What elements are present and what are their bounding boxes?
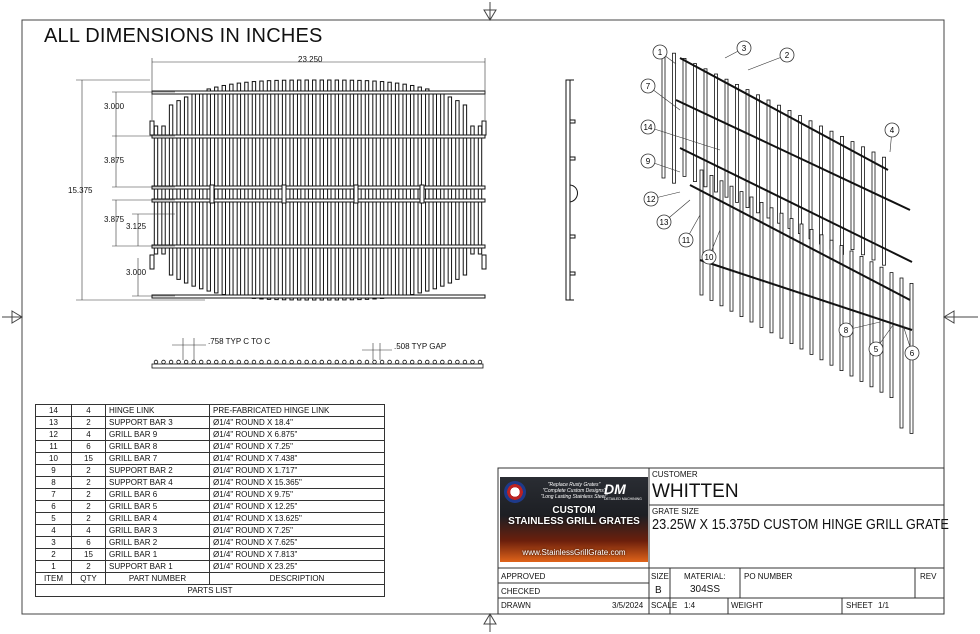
support-bar xyxy=(152,91,485,94)
logo-headline-1: CUSTOM xyxy=(552,505,596,516)
iso-bar-upper xyxy=(715,74,718,192)
logo-brand-sub: DETAILED MACHINING xyxy=(604,497,642,501)
svg-text:9: 9 xyxy=(645,157,651,166)
iso-bar-upper xyxy=(841,136,844,254)
grill-bar xyxy=(230,84,233,296)
iso-bar-upper xyxy=(694,64,697,182)
approved-label: APPROVED xyxy=(501,572,546,581)
front-view-grate xyxy=(152,360,483,368)
balloon-8 xyxy=(839,322,880,337)
balloon-14 xyxy=(641,120,720,150)
dim-overall-depth: 15.375 xyxy=(68,186,93,195)
part-qty: 2 xyxy=(72,417,106,429)
balloon-4 xyxy=(885,123,899,152)
part-description: Ø1/4" ROUND X 7.813" xyxy=(210,549,385,561)
parts-list-row xyxy=(36,429,385,441)
svg-text:8: 8 xyxy=(843,326,849,335)
part-number: GRILL BAR 7 xyxy=(106,453,210,465)
logo-tagline-3: "Long Lasting Stainless Steel" xyxy=(540,494,608,500)
bar-section xyxy=(312,360,316,364)
bar-section xyxy=(456,360,460,364)
part-item: 13 xyxy=(36,417,72,429)
grill-bar xyxy=(441,94,444,286)
bar-section xyxy=(358,360,362,364)
part-item: 2 xyxy=(36,549,72,561)
support-bar xyxy=(152,135,485,138)
grill-bar xyxy=(320,80,323,300)
size-label: SIZE xyxy=(651,572,669,581)
iso-bar-upper xyxy=(767,100,770,218)
part-description: Ø1/4" ROUND X 13.625" xyxy=(210,513,385,525)
part-item: 5 xyxy=(36,513,72,525)
grill-bar xyxy=(410,85,413,294)
iso-support-bar xyxy=(680,58,888,170)
part-qty: 2 xyxy=(72,513,106,525)
part-qty: 2 xyxy=(72,489,106,501)
grill-bar xyxy=(222,85,225,294)
bar-section xyxy=(328,360,332,364)
bar-section xyxy=(267,360,271,364)
part-description: Ø1/4" ROUND X 1.717" xyxy=(210,465,385,477)
part-qty: 6 xyxy=(72,537,106,549)
grill-bar xyxy=(380,82,383,299)
grill-bar xyxy=(426,89,429,291)
bar-section xyxy=(214,360,218,364)
bar-section xyxy=(448,360,452,364)
svg-text:14: 14 xyxy=(643,123,653,132)
part-qty: 6 xyxy=(72,441,106,453)
bar-section xyxy=(184,360,188,364)
grill-bar xyxy=(456,101,459,280)
dim-segment-4: 3.125 xyxy=(126,222,147,231)
part-qty: 2 xyxy=(72,477,106,489)
parts-list-row xyxy=(36,477,385,489)
part-description: Ø1/4" ROUND X 7.25" xyxy=(210,441,385,453)
grill-bar xyxy=(343,80,346,300)
support-bar-end xyxy=(150,255,154,269)
bar-section xyxy=(320,360,324,364)
rev-label: REV xyxy=(920,572,937,581)
side-view-grate xyxy=(566,80,578,300)
iso-bar-upper xyxy=(673,53,676,183)
bar-section xyxy=(380,360,384,364)
header-part-number: PART NUMBER xyxy=(106,573,210,585)
logo-brand-mark: DM xyxy=(604,481,626,497)
parts-list-row xyxy=(36,405,385,417)
bar-section xyxy=(252,360,256,364)
part-number: GRILL BAR 6 xyxy=(106,489,210,501)
parts-list-row xyxy=(36,501,385,513)
grill-bar xyxy=(192,94,195,286)
parts-list-row xyxy=(36,465,385,477)
svg-text:6: 6 xyxy=(909,349,915,358)
grill-bar xyxy=(267,81,270,300)
sheet-value: 1/1 xyxy=(878,601,890,610)
iso-bar-upper xyxy=(788,110,791,228)
bar-section xyxy=(418,360,422,364)
iso-bar-upper xyxy=(746,90,749,208)
material-label: MATERIAL: xyxy=(684,572,726,581)
grill-bar xyxy=(169,105,172,275)
bar-section xyxy=(162,360,166,364)
parts-list-row xyxy=(36,441,385,453)
part-item: 9 xyxy=(36,465,72,477)
bar-section xyxy=(207,360,211,364)
grill-bar xyxy=(200,91,203,289)
customer-label: CUSTOMER xyxy=(652,470,698,479)
sheet-label: SHEET xyxy=(846,601,873,610)
parts-list-row xyxy=(36,489,385,501)
bar-section xyxy=(335,360,339,364)
iso-bar-lower xyxy=(710,175,713,300)
bar-section xyxy=(177,360,181,364)
grill-bar xyxy=(471,126,474,254)
iso-bar-upper xyxy=(725,79,728,197)
grill-bar xyxy=(365,81,368,300)
iso-bar-upper xyxy=(830,131,833,249)
bar-section xyxy=(410,360,414,364)
bar-section xyxy=(365,360,369,364)
part-description: Ø1/4" ROUND X 6.875" xyxy=(210,429,385,441)
logo-url: www.StainlessGrillGrate.com xyxy=(522,548,626,557)
hinge-link xyxy=(420,185,424,203)
front-view-dimensions xyxy=(172,338,392,360)
balloon-11 xyxy=(679,215,700,247)
iso-bar-upper xyxy=(736,84,739,202)
part-qty: 15 xyxy=(72,549,106,561)
part-qty: 2 xyxy=(72,561,106,573)
header-item: ITEM xyxy=(36,573,72,585)
header-description: DESCRIPTION xyxy=(210,573,385,585)
iso-bar-upper xyxy=(704,69,707,187)
part-qty: 4 xyxy=(72,429,106,441)
bar-section xyxy=(192,360,196,364)
part-item: 7 xyxy=(36,489,72,501)
part-qty: 4 xyxy=(72,525,106,537)
grate-size-value: 23.25W X 15.375D CUSTOM HINGE GRILL GRATE xyxy=(652,517,949,533)
bar-section xyxy=(395,360,399,364)
support-bar-end xyxy=(482,121,486,135)
header-qty: QTY xyxy=(72,573,106,585)
drawn-label: DRAWN xyxy=(501,601,531,610)
drawn-date: 3/5/2024 xyxy=(612,601,644,610)
support-bar xyxy=(152,186,485,189)
hinge-link xyxy=(210,185,214,203)
dim-segment-1: 3.000 xyxy=(104,102,125,111)
dim-segment-5: 3.000 xyxy=(126,268,147,277)
grill-bar xyxy=(184,97,187,283)
bar-section xyxy=(343,360,347,364)
support-bar-end xyxy=(482,255,486,269)
bar-section xyxy=(425,360,429,364)
po-number-label: PO NUMBER xyxy=(744,572,793,581)
bar-section xyxy=(275,360,279,364)
iso-bar-lower xyxy=(700,170,703,295)
part-number: GRILL BAR 1 xyxy=(106,549,210,561)
balloon-3 xyxy=(725,41,751,58)
part-number: GRILL BAR 5 xyxy=(106,501,210,513)
bar-section xyxy=(388,360,392,364)
balloon-2 xyxy=(748,48,794,70)
part-number: SUPPORT BAR 2 xyxy=(106,465,210,477)
bar-section xyxy=(169,360,173,364)
grill-bar xyxy=(373,81,376,299)
svg-text:4: 4 xyxy=(889,126,895,135)
part-description: Ø1/4" ROUND X 7.438" xyxy=(210,453,385,465)
part-description: Ø1/4" ROUND X 9.75" xyxy=(210,489,385,501)
support-bar xyxy=(152,245,485,248)
iso-bar-upper xyxy=(809,121,812,239)
part-qty: 15 xyxy=(72,453,106,465)
isometric-view-grate xyxy=(659,48,913,433)
balloon-12 xyxy=(644,192,680,206)
grill-bar xyxy=(305,80,308,300)
material-value: 304SS xyxy=(690,584,721,595)
svg-text:11: 11 xyxy=(681,236,691,245)
parts-list-title: PARTS LIST xyxy=(36,585,385,597)
bar-section xyxy=(199,360,203,364)
grill-bar xyxy=(260,81,263,299)
grill-bar xyxy=(448,97,451,283)
part-item: 4 xyxy=(36,525,72,537)
parts-list-table xyxy=(35,404,385,597)
bar-section xyxy=(463,360,467,364)
scale-label: SCALE xyxy=(651,601,678,610)
parts-list-row xyxy=(36,525,385,537)
iso-bar-upper xyxy=(757,95,760,213)
bar-section xyxy=(441,360,445,364)
svg-text:1: 1 xyxy=(657,48,663,57)
company-logo xyxy=(500,477,648,562)
iso-bar-upper xyxy=(683,58,686,176)
grill-bar xyxy=(154,126,157,254)
part-description: Ø1/4" ROUND X 7.25" xyxy=(210,525,385,537)
parts-list-row xyxy=(36,561,385,573)
dim-center-spacing: .758 TYP C TO C xyxy=(208,337,271,346)
customer-name: WHITTEN xyxy=(652,481,739,502)
part-number: HINGE LINK xyxy=(106,405,210,417)
part-description: Ø1/4" ROUND X 12.25" xyxy=(210,501,385,513)
bar-section xyxy=(350,360,354,364)
bar-section xyxy=(245,360,249,364)
grill-bar xyxy=(237,83,240,297)
front-view-rail xyxy=(152,364,483,368)
parts-list-row xyxy=(36,453,385,465)
grill-bar xyxy=(215,87,218,293)
part-item: 11 xyxy=(36,441,72,453)
part-number: GRILL BAR 3 xyxy=(106,525,210,537)
bar-section xyxy=(237,360,241,364)
part-number: GRILL BAR 2 xyxy=(106,537,210,549)
svg-text:5: 5 xyxy=(873,345,879,354)
part-number: SUPPORT BAR 1 xyxy=(106,561,210,573)
grill-bar xyxy=(395,83,398,297)
grill-bar xyxy=(463,105,466,275)
part-number: GRILL BAR 4 xyxy=(106,513,210,525)
scale-value: 1:4 xyxy=(684,601,696,610)
top-view-grate xyxy=(150,80,486,300)
support-bar-end xyxy=(150,121,154,135)
grill-bar xyxy=(350,80,353,300)
logo-tagline-2: "Complete Custom Designs" xyxy=(542,488,606,494)
grill-bar xyxy=(162,126,165,254)
grill-bar xyxy=(275,80,278,299)
bar-section xyxy=(222,360,226,364)
parts-list-row xyxy=(36,537,385,549)
svg-text:10: 10 xyxy=(704,253,714,262)
grill-bar xyxy=(297,80,300,300)
part-number: GRILL BAR 8 xyxy=(106,441,210,453)
iso-bar-upper xyxy=(662,48,665,178)
grill-bar xyxy=(433,91,436,289)
support-bar xyxy=(152,199,485,202)
part-description: Ø1/4" ROUND X 7.625" xyxy=(210,537,385,549)
part-number: SUPPORT BAR 3 xyxy=(106,417,210,429)
svg-text:12: 12 xyxy=(646,195,656,204)
balloon-13 xyxy=(657,200,690,229)
part-item: 6 xyxy=(36,501,72,513)
iso-bar-lower xyxy=(730,186,733,311)
dim-overall-width: 23.250 xyxy=(298,55,323,64)
part-qty: 2 xyxy=(72,465,106,477)
part-qty: 2 xyxy=(72,501,106,513)
grill-bar xyxy=(478,126,481,254)
parts-list-row xyxy=(36,417,385,429)
part-description: Ø1/4" ROUND X 15.365" xyxy=(210,477,385,489)
dim-gap: .508 TYP GAP xyxy=(394,342,447,351)
svg-text:13: 13 xyxy=(659,218,669,227)
part-description: PRE-FABRICATED HINGE LINK xyxy=(210,405,385,417)
grill-bar xyxy=(328,80,331,300)
grill-bar xyxy=(290,80,293,300)
part-item: 3 xyxy=(36,537,72,549)
bar-section xyxy=(290,360,294,364)
bar-section xyxy=(282,360,286,364)
bar-section xyxy=(230,360,234,364)
part-description: Ø1/4" ROUND X 18.4" xyxy=(210,417,385,429)
bar-section xyxy=(478,360,482,364)
parts-list-header-row xyxy=(36,573,385,585)
part-qty: 4 xyxy=(72,405,106,417)
grill-bar xyxy=(245,82,248,298)
svg-text:2: 2 xyxy=(784,51,790,60)
drawing-title: ALL DIMENSIONS IN INCHES xyxy=(44,25,323,47)
support-bar xyxy=(152,295,485,298)
weight-label: WEIGHT xyxy=(731,601,763,610)
bar-section xyxy=(433,360,437,364)
iso-bar-lower xyxy=(900,278,903,428)
dim-segment-3: 3.875 xyxy=(104,215,125,224)
bar-section xyxy=(471,360,475,364)
hinge-link xyxy=(354,185,358,203)
grill-bar xyxy=(388,82,391,298)
iso-bar-upper xyxy=(820,126,823,244)
svg-text:7: 7 xyxy=(645,82,651,91)
grill-bar xyxy=(177,101,180,280)
iso-bar-upper xyxy=(799,116,802,234)
grate-size-label: GRATE SIZE xyxy=(652,507,699,516)
bar-section xyxy=(154,360,158,364)
hinge-link xyxy=(282,185,286,203)
grill-bar xyxy=(252,82,255,299)
part-description: Ø1/4" ROUND X 23.25" xyxy=(210,561,385,573)
part-item: 12 xyxy=(36,429,72,441)
part-item: 10 xyxy=(36,453,72,465)
part-number: SUPPORT BAR 4 xyxy=(106,477,210,489)
part-item: 14 xyxy=(36,405,72,417)
logo-headline-2: STAINLESS GRILL GRATES xyxy=(508,516,640,527)
parts-list-row xyxy=(36,549,385,561)
parts-list-row xyxy=(36,513,385,525)
dim-segment-2: 3.875 xyxy=(104,156,125,165)
logo-tagline-1: "Replace Rusty Grates" xyxy=(547,482,601,488)
size-value: B xyxy=(655,585,662,596)
checked-label: CHECKED xyxy=(501,587,541,596)
part-number: GRILL BAR 9 xyxy=(106,429,210,441)
logo-headline xyxy=(500,505,648,527)
part-item: 1 xyxy=(36,561,72,573)
grill-bar xyxy=(403,84,406,296)
bar-section xyxy=(403,360,407,364)
grill-bar xyxy=(313,80,316,300)
iso-bar-upper xyxy=(778,105,781,223)
bar-section xyxy=(260,360,264,364)
iso-bar-lower xyxy=(720,181,723,306)
part-item: 8 xyxy=(36,477,72,489)
bar-section xyxy=(297,360,301,364)
bar-section xyxy=(373,360,377,364)
grill-bar xyxy=(335,80,338,300)
bar-section xyxy=(305,360,309,364)
svg-text:3: 3 xyxy=(741,44,747,53)
